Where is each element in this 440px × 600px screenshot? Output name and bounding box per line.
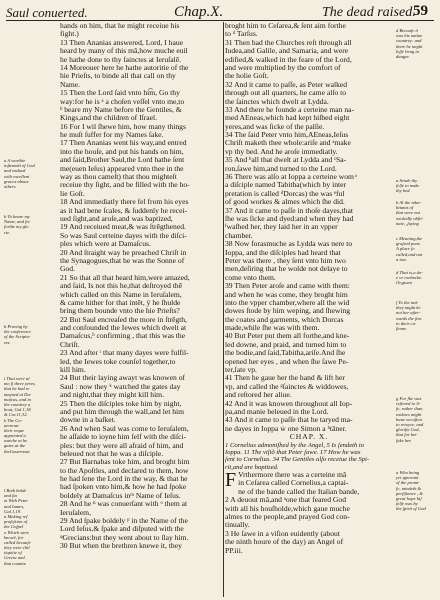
text-line: there he might [396,43,423,49]
text-line: res. [4,339,11,345]
text-line: 32 And it came to paſſe, as Peter walked [225,79,348,89]
text-line: 36 There was alſo at Ioppa a certeine wom ͣ [225,172,356,182]
chapter-heading: CHAP. X. [289,432,329,442]
margin-note [396,28,422,59]
text-line: A place ſo [396,246,415,252]
text-line: and confounded the Iewes which dwelt at [60,323,187,333]
text-line: their reque [4,427,25,433]
text-line: with excellent [4,173,30,179]
text-line: Name, and ſet [4,219,30,225]
text-line: d That is,a do- [396,270,423,275]
text-line: to reioyce, and [396,421,424,427]
text-line: f To the intē [396,300,418,305]
text-line: med AEneas,which had kept hiſbed eight [225,113,350,123]
text-line: vp, and called the ᵍſainctes & widdowes, [225,381,349,391]
text-line: 20 And ſtraight way he preached Chriſt in [60,247,187,257]
text-line: ſe, mindeth & [396,485,422,491]
text-line: theGouernour [4,448,31,454]
text-line: 39 Then Peter aroſe and came with them: [225,281,350,291]
text-line: o Which were [4,529,30,535]
text-line: 34 The ſaid Peter vnto him,AEneas,Ieſus [225,130,349,140]
text-line: Or,giuen [396,280,412,286]
text-line: that were not [396,210,421,216]
text-line: the conference [4,329,31,335]
text-line: Ioppa. 11 The viſiõ that Peter ſawe. 17 How he was [225,448,361,456]
text-line: and reſtored her aliue. [225,390,292,400]
text-line: 17 Then Ananias went his way,and entred [60,138,187,148]
text-line: b To beare my [4,214,30,219]
text-line: ſelfe to make [396,183,420,189]
text-line: Peter was there , they ſent vnto him two [225,255,346,265]
text-line: 42 And it was knowen throughout all Iop- [225,398,353,408]
chapter-body [225,471,393,555]
text-line: boldely at Damaſcus inᵐ Name of Ieſus. [60,490,181,500]
text-line: watche at he [4,438,28,444]
text-line: of good workes & almes which ſhe did. [225,197,345,207]
text-line: tiquitie of [4,550,22,556]
text-line: way as thou cameſt) that thou mighteſt [60,172,177,182]
text-line: Chriſt. [60,339,80,349]
text-line: ſake hee [396,437,412,443]
text-line: men,deſiring that he wolde not delaye to [225,264,348,274]
text-line: called,and not [396,251,423,257]
left-column [60,22,222,597]
text-line: danger. [396,53,410,59]
text-line: PP.iii. [225,545,243,555]
column-divider [223,22,224,597]
text-line: and ſta [4,493,17,499]
margin-note [396,300,422,331]
text-line: which called on this Name in Ieruſalem, [60,289,182,299]
text-line: Grecia and [4,555,25,561]
text-line: God. [60,264,75,274]
text-line: bitants of [396,205,414,211]
text-line: hie Prieſts, to binde all that call on thy [60,71,176,81]
text-line: ſent to Cornelius. 34 The Gentiles alſo receiue the Spi- [225,456,370,464]
text-line: the holie Goſt. [225,71,269,81]
text-line: he muſt ſuffer for my Names ſake. [60,130,164,140]
text-line: as it had bene ſcales, & ſuddenly he recei- [60,205,188,215]
text-line: gates at the [4,443,26,449]
text-line: and night,that they might kill him. [60,390,164,400]
margin-note [4,158,35,189]
text-line: mayned at Da- [4,391,32,397]
text-line: into the houſe, and put his hands on him, [60,146,184,156]
text-line: 27 But Barnabas toke him, and broght him [60,457,190,467]
text-line: led, the Iewes toke counſel together,to [60,356,176,366]
text-line: wickedly obſti- [396,215,424,221]
text-line: lie Goſt. [60,188,85,198]
text-line: l Both bolde [4,488,27,493]
text-line: uernour [4,422,19,428]
text-line: perſiſtance , & [396,490,423,496]
text-line: b Al the inha- [396,200,422,205]
margin-note [396,200,423,226]
text-line: way:for he is ᵃ a choſen veſſel vnto me,to [60,96,185,106]
text-line: broght him to Ceſarea,& ſent aim forthe [225,22,346,30]
text-line: 22 But Saul encreaſed the more in ſtrēgth, [60,314,187,324]
text-line: yeres,and was ſicke of the palſie. [225,121,325,131]
text-line: dowes ſtode by him weping, and ſhewing [225,306,351,316]
margin-note [4,214,30,235]
text-line: forthe my glo [4,224,29,230]
text-line: tinually. [225,520,250,530]
text-line: not her after- [396,310,421,316]
text-line: ples: but they were all afraid of him, and [60,440,184,450]
text-line: downe in a baſket. [60,415,116,425]
margin-note [4,488,31,566]
text-line: 25 Then the diſciples toke him by night, [60,398,182,408]
text-line: Kings,and the children of Iſrael. [60,113,157,123]
text-line: a Sende thy [396,178,418,183]
text-line: into the vpper chamber,where all the wid [225,297,350,307]
text-line: the ſainctes which dwelt at Lydda. [225,96,329,106]
text-line: 1 Cornelius admoniſhed by the Angel, 5 Is ſendeth to [225,441,365,449]
text-line: graces aboue [4,178,29,184]
text-line: thy bed. [396,188,411,194]
header-right: The dead raised. [322,5,416,20]
text-line: he had ſene the Lord in the way, & that he [60,474,188,484]
text-line: m With Peter [4,498,28,504]
margin-note [396,236,422,262]
text-line: 15 Then the Lord ſaid vnto hi͡m, Go thy [60,88,180,98]
text-line: 18 And immediatly there fel from his eyes [60,197,189,207]
margin-note [4,324,31,345]
text-line: was his natiue [396,33,423,39]
text-line: that for her [396,432,417,438]
text-line: haue occaſion [396,416,422,422]
text-line: wards the ſtra [396,315,422,321]
text-line: ᵇ beare my Name before the Gentiles, & [60,104,182,114]
text-line: reſtored to li- [396,401,421,407]
text-line: Lord Ieſus,& ſpake and diſputed with the [60,524,184,534]
text-line: rie. [4,229,11,235]
text-line: ued ſight,and aroſe,and was baptized, [60,213,173,223]
text-line: mo ſt three yeres, [4,381,36,387]
text-line: 21 So that all that heard him,were amazed, [60,272,190,282]
text-line: and when he was come, they broght him [225,289,348,299]
text-line: opened her eyes , and when ſhe ſawe Pe- [225,356,349,366]
text-line: k The Go- [4,417,23,423]
text-line: 38 Now forasmuche as Lydda was nere to [225,239,353,249]
text-line: the Goſpel [4,524,24,530]
text-line: he aſſaide to ioyne him ſelf with the diſci- [60,432,187,442]
text-line: Gal.1,19. [4,508,22,514]
text-line: called becauſe [4,539,31,545]
text-line: the ſpirit of God [396,506,426,512]
text-line: leſſe lieng in [396,48,419,54]
text-line: great hope hiſ [396,495,422,501]
text-line: Chriſt maketh thee whole:ariſe and ᵃmake [225,138,351,148]
text-line: 16 For I wil ſhewe him, how many things [60,121,186,131]
text-line: and ſaid, Is not this he,that deſtroyed thē [60,281,183,291]
text-line: to the Apoſtles, and declared to them, how [60,465,189,475]
text-line: come vnto them. [225,272,276,282]
text-line: inſtrumēt of God [4,163,35,169]
text-line: and put him through the wall,and let him [60,406,185,416]
text-line: nate, ,ſaying [396,220,419,226]
text-line: 14 Moreouer here he hathe autoritie of the [60,62,189,72]
text-line: Saul : now they ᵏ watched the gates day [60,381,181,391]
text-line: the bodie,and ſaid,Tabitha,ariſe.And ſhe [225,348,346,358]
text-line: 40 But Peter put them all forthe,and kne- [225,331,350,341]
text-line: they were chil [4,545,30,551]
text-line: c Meaning,the [396,236,423,241]
text-line: Ioppa, and the diſciples had heard that [225,247,341,257]
header-rule [6,20,434,21]
text-line: rit,and are baptized. [225,463,279,471]
text-line: through out all quarters, he came alſo to [225,88,347,98]
header-center: Chap.X. [174,4,224,20]
text-line: to their cu- [396,320,417,326]
text-line: they might ke [396,305,421,311]
text-line: receiue thy ſight, and be filled with the ho- [60,180,190,190]
text-line: e or roebucke. [396,275,423,281]
margin-note [4,376,36,454]
text-line: with all his houſholde,which gaue muche [225,503,350,513]
text-line: pretation is called ᵈDorcas) the was ᵉful [225,188,345,198]
text-line: 33 And there he founde a certeine man na- [225,104,355,114]
text-line: appointed a [4,433,26,439]
text-line: fight.) [60,29,79,39]
text-line: ᶠwaſhed her, they laid her in an vpper [225,222,338,232]
text-line: 26 And when Saul was come to Ieruſalem, [60,423,189,433]
text-line: and were multiplied by the comfort of [225,62,341,72]
text-line: hands on him, that he might receiue his [60,22,180,30]
text-line: a diſciple named Tabitha(which by inter [225,180,346,190]
text-line: widows might [396,411,422,417]
text-line: almes to the people,and prayed God con- [225,512,350,522]
text-line: bout, Gal.1,18. [4,407,32,413]
text-line: 37 And it came to paſſe in thoſe dayes,that [225,205,354,215]
text-line: So was Saul certeine dayes with the diſci- [60,230,187,240]
text-line: in Ceſarea called Cornelius,a captai- [238,478,349,488]
text-line: edified,& walked in the feare of the Lord, [225,54,352,64]
margin-note [396,470,426,512]
text-line: ne of the bande called the Italian bande, [238,486,360,496]
text-line: ſelfe was by [396,501,418,507]
text-line: knowē, for [4,534,24,540]
text-line: beleued not that he was a diſciple. [60,448,164,458]
text-line: ᵠGrecians:but they went about to ſlay him. [60,532,189,542]
text-line: chamber. [225,230,253,240]
text-line: the countrey a [4,401,31,407]
margin-note [396,270,423,286]
text-line: Name. [60,79,81,89]
text-line: 28 And he ⁿ was conuerſant with ᵒ them at [60,499,188,509]
chapter-summary [225,442,393,472]
text-line: the ninth houre of the day) an Angel of [225,537,344,547]
text-line: profeſsion of [4,519,28,525]
text-line: 23 And after ᶦ that many dayes were fulfil- [60,348,189,358]
margin-note [396,178,419,194]
text-line: pa,and manie beleued in the Lord. [225,406,329,416]
text-line: to ᵈ Tarſus. [225,29,258,39]
text-line: n Making ref [4,513,28,519]
text-line: a tow. [396,256,407,262]
text-line: 30 But when the brethren knewe it, they [60,541,182,551]
text-line: ples which were at Damaſcus. [60,239,151,249]
text-line: that he had re [4,386,30,392]
text-line: 13 Then Ananias answered, Lord, I haue [60,37,184,47]
text-line: of the promi- [396,480,420,486]
text-line: ſtome. [396,325,408,331]
text-line: 35 And ᵇall that dwelt at Lydda and ᶜSa- [225,155,347,165]
text-line: countrey: and [396,38,422,44]
text-line: ron,ſawe him,and turned to the Lord. [225,163,337,173]
text-line: Vrthermore there was a certeine mã [238,470,347,480]
text-line: Damaſcus,ᵇ confirming , that this was the [60,331,186,341]
text-line: others. [4,183,17,189]
text-line: the coates and garments, which Dorcas [225,314,344,324]
text-line: 24 But their laying awayt was knowen of [60,373,186,383]
text-line: the Synagogues,that he was the Sonne of [60,255,185,265]
text-line: had ſpoken vnto him,& how he had ſpoke [60,482,187,492]
right-column [225,22,393,597]
text-line: a Who being [396,470,420,475]
text-line: 41 Then he gaue her the hand & lift her [225,373,345,383]
text-line: ſhe was ſicke and dyed:and when they had [225,213,354,223]
margin-note [396,396,423,443]
text-line: 29 And ſpake boldely ᵖ in the Name of the [60,516,188,526]
text-line: & Cor.11,32. [4,412,28,418]
text-line: ne dayes in Ioppa ẇ one Simon a ʰtāner. [225,423,347,433]
text-line: ter,ſate vp. [225,365,257,375]
header-left: Saul conuerted. [6,5,88,20]
text-line: heard by many of this mã,how muche euil [60,46,188,56]
text-line: Iudea,and Galile, and Samaria, and were [225,46,349,56]
text-line: d Becauſe it [396,28,418,33]
text-line: of the Scriptu- [4,334,31,340]
text-line: me(euen Ieſus) appeared vnto thee in the [60,163,184,173]
text-line: and endued [4,168,26,174]
text-line: vp thy bed. And he aroſe immediatly. [225,146,338,156]
text-line: kill him. [60,365,86,375]
text-line: glorifie God, [396,427,420,433]
text-line: i That were al [4,376,30,381]
drop-cap: F [225,469,237,492]
text-line: bring them bounde vnto the hie Prieſts? [60,306,180,316]
text-line: yet ignorant [396,475,419,481]
text-line: 43 And it came to paſſe that he taryed ma- [225,415,353,425]
text-line: and ſaid,Brother Saul,the Lord hathe ſent [60,155,185,165]
page-number: 59 [413,3,428,19]
text-line: 19 And receiued meat,& was ſtrēgthened. [60,222,186,232]
text-line: led downe, and praid, and turned him to [225,339,347,349]
text-line: that countre [4,560,27,566]
text-line: 31 Then had the Churches reſt through all [225,37,352,47]
text-line: h Proving by [4,324,28,329]
text-line: and Iames, [4,503,25,509]
text-line: made,while ſhe was with them. [225,323,320,333]
text-line: g For ſhe was [396,396,422,401]
text-line: maſcus, and in [4,396,31,402]
text-line: graſsed pone. [396,241,422,247]
text-line: a A worthie [4,158,26,163]
text-line: fe, rather than [396,406,423,412]
text-line: 3 He ſawe in a viſion euidently (about [225,528,340,538]
text-line: he hathe done to thy ſainctes at Ieruſalē. [60,54,182,64]
text-line: 2 A deuout mã,and ᵃone that feared God [225,495,347,505]
text-line: & came hither for that intēt, ÿ he ſhulde [60,297,181,307]
text-line: Ieruſalem, [60,507,91,517]
